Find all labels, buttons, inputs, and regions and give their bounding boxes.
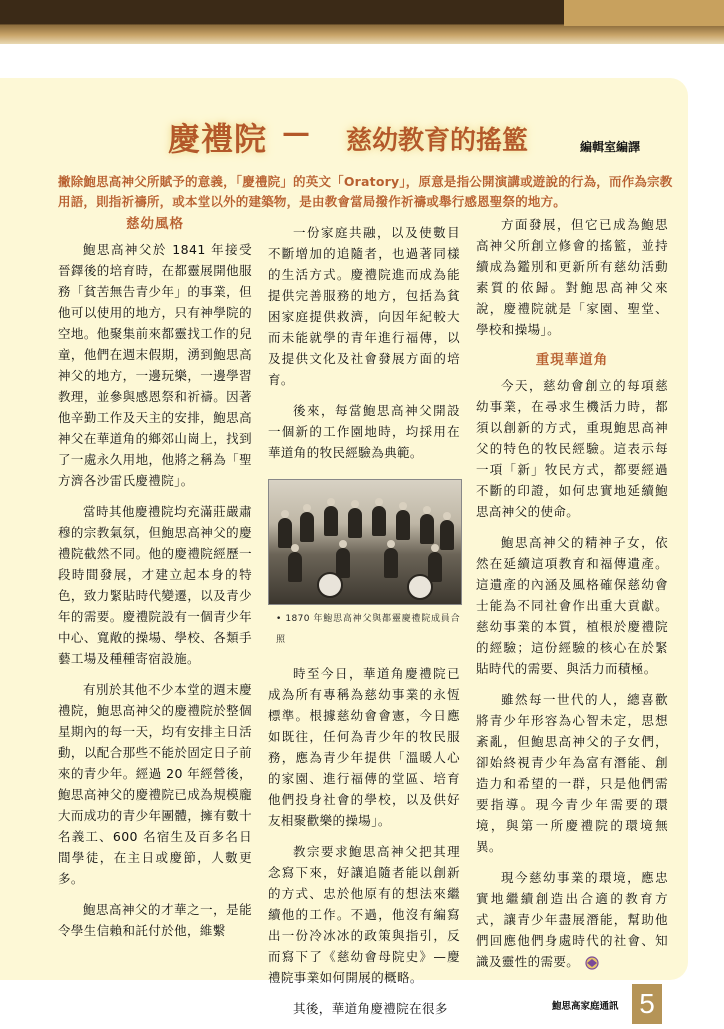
photo-figure xyxy=(324,506,338,536)
paragraph-text: 現今慈幼事業的環境，應忠實地繼續創造出合適的教育方式，讓青少年盡展潛能，幫助他們回應他們身處時代的社會、知識及靈性的需要。 xyxy=(476,870,668,969)
top-banner xyxy=(0,0,724,44)
photo-figure xyxy=(387,540,395,548)
photo-figure xyxy=(375,498,383,506)
intro-paragraph: 撇除鮑思高神父所賦予的意義，「慶禮院」的英文「Oratory」，原意是指公開演講或遊說的行為，而作為宗教用語，則指祈禱所，或本堂以外的建築物，是由教會當局撥作祈禱或舉行感恩聖祭的地方。 xyxy=(58,174,673,209)
photo-figure xyxy=(278,518,292,548)
column-1 xyxy=(58,214,252,951)
paragraph: 鮑思高神父於 1841 年接受晉鐸後的培育時，在都靈展開他服務「貧苦無告青少年」的事業，但他可以使用的地方，只有神學院的空地。他聚集前來都靈找工作的兒童，他們在週末假期，湧到鮑思高神父的地方，一邊玩樂，一邊學習教理，並參與感恩祭和祈禱。因著他辛勤工作及天主的安排，鮑思高神父在華道角的鄉郊山崗上，找到了一處永久用地，他將之稱為「聖方濟各沙雷氏慶禮院」。 xyxy=(58,242,252,488)
photo-caption: • 1870 年鮑思高神父與都靈慶禮院成員合照 xyxy=(276,614,460,645)
photo-figure xyxy=(396,510,410,540)
title-subtitle: 慈幼教育的搖籃 xyxy=(346,126,529,156)
paragraph: 後來，每當鮑思高神父開設一個新的工作園地時，均採用在華道角的牧民經驗為典範。 xyxy=(268,403,460,460)
title-separator: — xyxy=(282,116,310,149)
photo-figure xyxy=(420,514,434,544)
photo-figure xyxy=(291,544,299,552)
photo-figure xyxy=(288,552,302,582)
paragraph: 雖然每一世代的人，總喜歡將青少年形容為心智未定，思想紊亂，但鮑思高神父的子女們，卻始終視青少年為富有潛能、創造力和希望的一群，只是他們需要指導。現今青少年需要的環境，與第一所慶禮院的環境無異。 xyxy=(476,692,668,854)
paragraph xyxy=(476,867,668,972)
photo-figure xyxy=(327,498,335,506)
photo-figure xyxy=(440,520,454,550)
photo-figure xyxy=(431,544,439,552)
photo-figure xyxy=(336,548,350,578)
photo-figure xyxy=(399,502,407,510)
salesian-emblem-icon xyxy=(583,956,601,970)
article-title xyxy=(0,108,724,164)
photo-figure xyxy=(372,506,386,536)
footer-publication: 鮑思高家庭通訊 xyxy=(552,1001,619,1012)
photo-figure xyxy=(428,552,442,582)
paragraph: 方面發展，但它已成為鮑思高神父所創立修會的搖籃，並持續成為鑑別和更新所有慈幼活動素質的依歸。對鮑思高神父來說，慶禮院就是「家園、聖堂、學校和操場」。 xyxy=(476,217,668,337)
paragraph: 有別於其他不少本堂的週末慶禮院，鮑思高神父的慶禮院於整個星期內的每一天，均有安排主日活動，以配合那些不能於固定日子前來的青少年。經過 20 年經營後，鮑思高神父的慶禮院已成為規模龐大而成功的青少年團體，擁有數十名義工、600 名宿生及百多名日間學徒，在主日或慶節，人數更多。 xyxy=(58,682,252,886)
photo-figure xyxy=(281,510,289,518)
byline: 編輯室編譯 xyxy=(580,140,641,154)
paragraph: 當時其他慶禮院均充滿莊嚴肅穆的宗教氣氛，但鮑思高神父的慶禮院截然不同。他的慶禮院經歷一段時間發展，才建立起本身的特色，致力緊貼時代變遷，以及青少年的需要。慶禮院設有一個青少年中心、寬敞的操場、學校、各類手藝工場及種種寄宿設施。 xyxy=(58,504,252,666)
photo-figure xyxy=(384,548,398,578)
paragraph: 一份家庭共融，以及使數目不斷增加的追隨者，也過著同樣的生活方式。慶禮院進而成為能提供完善服務的地方，包括為貧困家庭提供救濟，向因年紀較大而未能就學的青年進行福傳，以及提供文化及社會發展方面的培育。 xyxy=(268,225,460,387)
photo-figure xyxy=(443,512,451,520)
paragraph: 鮑思高神父的才華之一，是能令學生信賴和託付於他，維繫 xyxy=(58,902,252,938)
section-heading-salesian-style: 慈幼風格 xyxy=(126,216,184,232)
section-heading-revive-valdocco: 重現華道角 xyxy=(535,352,609,368)
paragraph: 鮑思高神父的精神子女，依然在延續這項教育和福傳遺產。這遺產的內涵及風格確保慈幼會士能為不同社會作出重大貢獻。慈幼事業的本質，植根於慶禮院的經驗；這份經驗的核心在於緊貼時代的需要、與活力而積極。 xyxy=(476,535,668,676)
photo-figure xyxy=(351,500,359,508)
photo-figure xyxy=(303,504,311,512)
paragraph: 教宗要求鮑思高神父把其理念寫下來，好讓追隨者能以創新的方式、忠於他原有的想法來繼續他的工作。不過，他沒有編寫出一份冷冰冰的政策與指引，反而寫下了《慈幼會母院史》—慶禮院事業如何開展的概略。 xyxy=(268,844,460,985)
paragraph: 時至今日，華道角慶禮院已成為所有專稱為慈幼事業的永恆標準。根據慈幼會會憲，今日應如既往，任何為青少年的牧民服務，應為青少年提供「溫暖人心的家園、進行福傳的堂區、培育他們投身社會的學校，以及供好友相聚歡樂的操場」。 xyxy=(268,666,460,828)
paragraph: 其後，華道角慶禮院在很多 xyxy=(293,1001,448,1016)
paragraph: 今天，慈幼會創立的每項慈幼事業，在尋求生機活力時，都須以創新的方式，重現鮑思高神父的特色的牧民經驗。這表示每一項「新」牧民方式，都要經過不斷的印證，如何忠實地延續鮑思高神父的使命。 xyxy=(476,378,668,519)
photo-figure xyxy=(348,508,362,538)
page-number: 5 xyxy=(632,984,662,1024)
column-2 xyxy=(268,222,460,1029)
photo-figure xyxy=(423,506,431,514)
drum-icon xyxy=(407,574,433,600)
group-photo xyxy=(268,479,462,605)
photo-figure xyxy=(300,512,314,542)
column-3 xyxy=(476,214,668,982)
photo-figure xyxy=(339,540,347,548)
drum-icon xyxy=(317,572,343,598)
banner-notch xyxy=(564,0,724,26)
title-main: 慶禮院 xyxy=(168,120,268,158)
